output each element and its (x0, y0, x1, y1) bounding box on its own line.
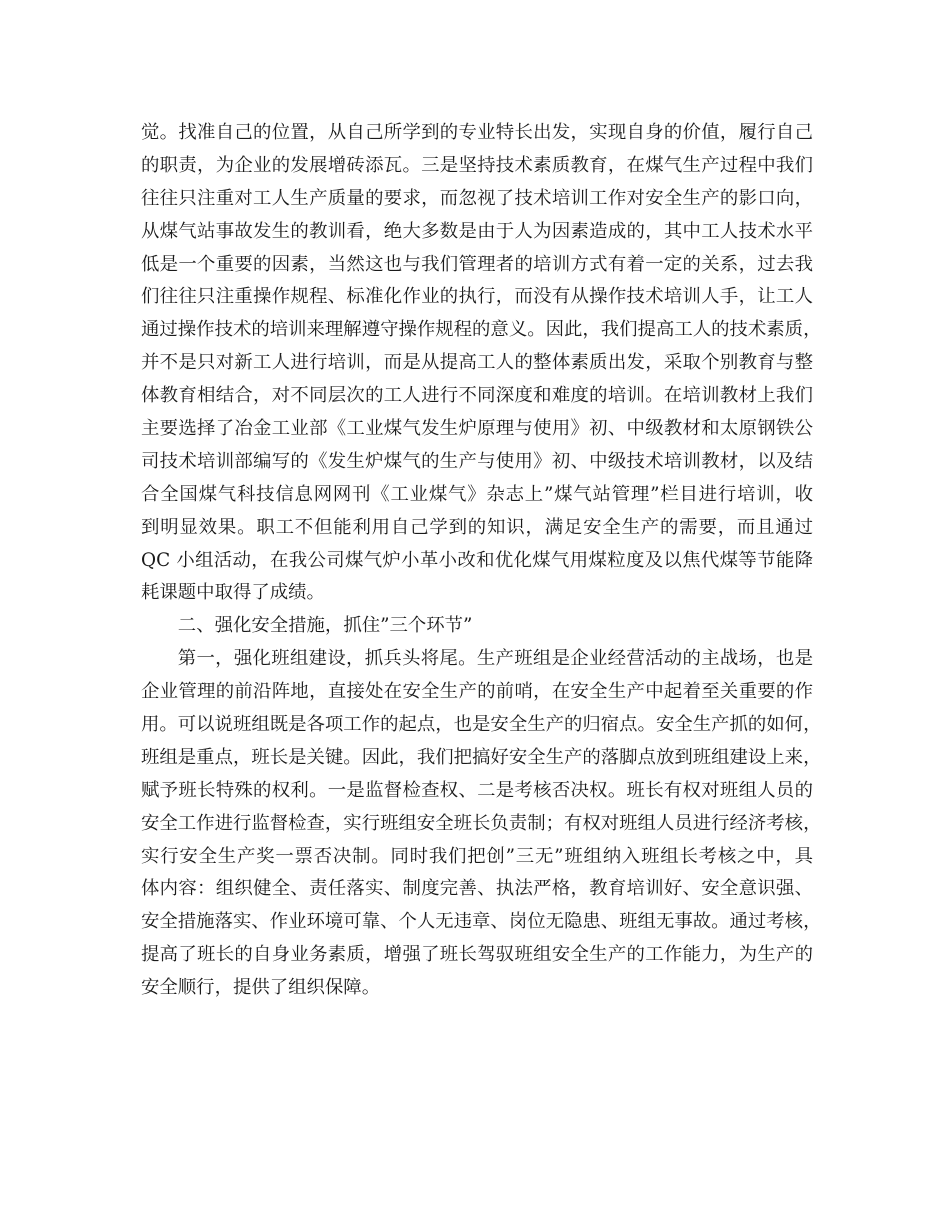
text-line: 合全国煤气科技信息网网刊《工业煤气》杂志上”煤气站管理”栏目进行培训，收 (141, 483, 813, 505)
paragraph-end-line: 安全顺行，提供了组织保障。 (141, 977, 381, 999)
text-line: 提高了班长的自身业务素质，增强了班长驾驭班组安全生产的工作能力，为生产的 (141, 944, 813, 966)
text-line: 主要选择了冶金工业部《工业煤气发生炉原理与使用》初、中级教材和太原钢铁公 (141, 418, 813, 440)
paragraph-end-line: 耗课题中取得了成绩。 (141, 582, 325, 604)
text-line: 并不是只对新工人进行培训，而是从提高工人的整体素质出发，采取个别教育与整 (141, 352, 813, 374)
text-line: 体内容：组织健全、责任落实、制度完善、执法严格，教育培训好、安全意识强、 (141, 878, 813, 900)
text-line: 低是一个重要的因素，当然这也与我们管理者的培训方式有着一定的关系，过去我 (141, 253, 813, 275)
text-line: 体教育相结合，对不同层次的工人进行不同深度和难度的培训。在培训教材上我们 (141, 385, 813, 407)
text-line: 安全措施落实、作业环境可靠、个人无违章、岗位无隐患、班组无事故。通过考核， (141, 911, 822, 933)
text-line: 到明显效果。职工不但能利用自己学到的知识，满足安全生产的需要，而且通过 (141, 516, 813, 538)
text-line: 实行安全生产奖一票否决制。同时我们把创”三无”班组纳入班组长考核之中，具 (141, 845, 813, 867)
text-line: 企业管理的前沿阵地，直接处在安全生产的前哨，在安全生产中起着至关重要的作 (141, 681, 813, 703)
text-line: 司技术培训部编写的《发生炉煤气的生产与使用》初、中级技术培训教材，以及结 (141, 450, 813, 472)
text-line: 们往往只注重操作规程、标准化作业的执行，而没有从操作技术培训人手，让工人 (141, 286, 813, 308)
text-line: 用。可以说班组既是各项工作的起点，也是安全生产的归宿点。安全生产抓的如何， (141, 714, 822, 736)
text-line: 觉。找准自己的位置，从自己所学到的专业特长出发，实现自身的价值，履行自己 (141, 122, 813, 143)
text-line: 通过操作技术的培训来理解遵守操作规程的意义。因此，我们提高工人的技术素质， (141, 319, 822, 341)
text-line: 班组是重点，班长是关键。因此，我们把搞好安全生产的落脚点放到班组建设上来， (141, 746, 822, 768)
section-heading: 二、强化安全措施，抓住”三个环节” (177, 615, 473, 637)
text-line: QC 小组活动，在我公司煤气炉小革小改和优化煤气用煤粒度及以焦代煤等节能降 (141, 549, 813, 571)
text-line: 从煤气站事故发生的教训看，绝大多数是由于人为因素造成的，其中工人技术水平 (141, 220, 813, 242)
text-line: 赋予班长特殊的权利。一是监督检查权、二是考核否决权。班长有权对班组人员的 (141, 779, 813, 801)
text-line: 的职责，为企业的发展增砖添瓦。三是坚持技术素质教育，在煤气生产过程中我们 (141, 154, 813, 176)
text-line: 安全工作进行监督检查，实行班组安全班长负责制；有权对班组人员进行经济考核， (141, 812, 822, 834)
paragraph-first-line: 第一，强化班组建设，抓兵头将尾。生产班组是企业经营活动的主战场，也是 (177, 648, 813, 670)
body-text (141, 117, 822, 1005)
text-line: 往往只注重对工人生产质量的要求，而忽视了技术培训工作对安全生产的影口向， (141, 187, 813, 209)
